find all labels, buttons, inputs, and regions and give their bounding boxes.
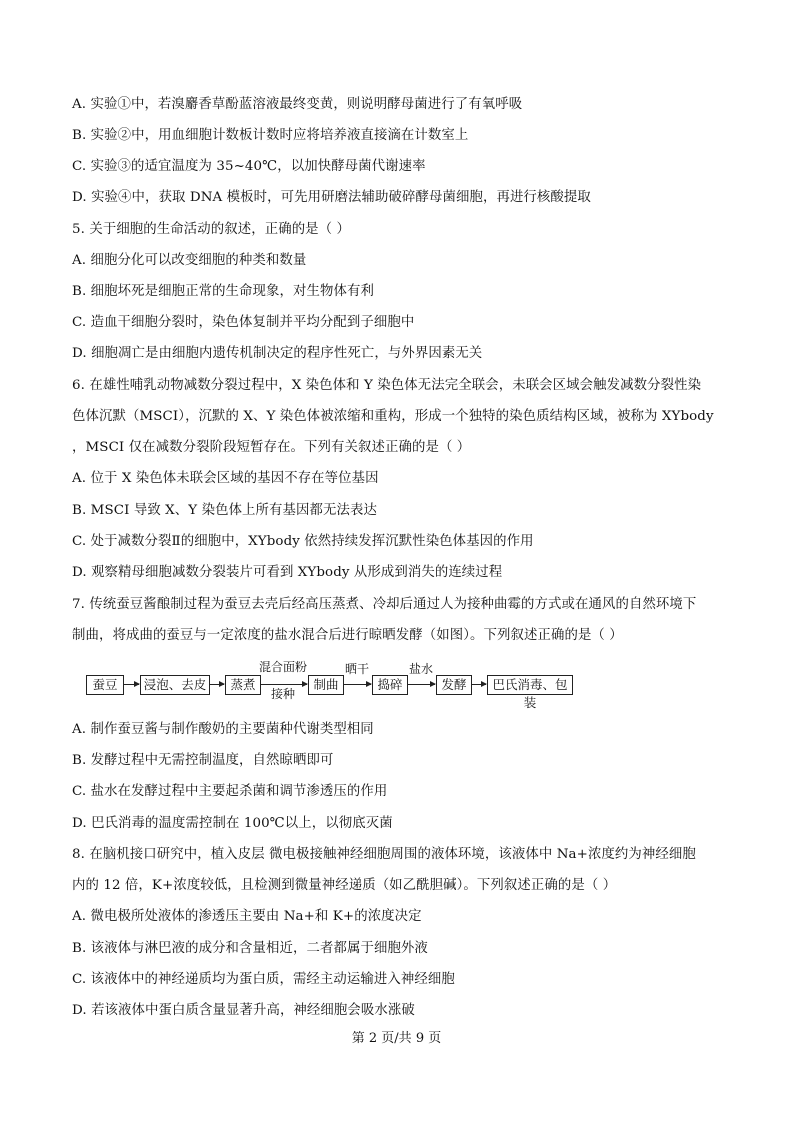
flow-label-mix-flour: 混合面粉 (258, 660, 307, 674)
process-flow-diagram (86, 660, 686, 710)
flow-step-ferment: 发酵 (436, 675, 472, 695)
option-a-q7: A. 制作蚕豆酱与制作酸奶的主要菌种代谢类型相同 (72, 722, 374, 737)
question-8-stem-line1: 8. 在脑机接口研究中，植入皮层 微电极接触神经细胞周围的液体环境，该液体中 Na+浓度约为神经细胞 (72, 847, 696, 862)
flow-step-beans: 蚕豆 (86, 675, 124, 695)
option-c-q5: C. 造血干细胞分裂时，染色体复制并平均分配到子细胞中 (72, 315, 415, 330)
question-6-stem-line2: 色体沉默（MSCI），沉默的 X、Y 染色体被浓缩和重构，形成一个独特的染色质结构区域，被称为 XYbody (72, 409, 714, 424)
option-b-q7: B. 发酵过程中无需控制温度，自然晾晒即可 (72, 753, 334, 768)
flow-step-crush: 捣碎 (372, 675, 408, 695)
option-a-q5: A. 细胞分化可以改变细胞的种类和数量 (72, 253, 307, 268)
option-d-q8: D. 若该液体中蛋白质含量显著升高，神经细胞会吸水涨破 (72, 1003, 415, 1018)
flow-arrow (471, 684, 486, 685)
option-c-q8: C. 该液体中的神经递质均为蛋白质，需经主动运输进入神经细胞 (72, 972, 455, 987)
flow-arrow (209, 684, 224, 685)
option-d-q6: D. 观察精母细胞减数分裂装片可看到 XYbody 从形成到消失的连续过程 (72, 565, 503, 580)
flow-label-inoculate: 接种 (270, 687, 295, 701)
flow-arrow-sun (343, 684, 371, 685)
option-d-q5: D. 细胞凋亡是由细胞内遗传机制决定的程序性死亡，与外界因素无关 (72, 346, 483, 361)
option-c-q4: C. 实验③的适宜温度为 35~40℃，以加快酵母菌代谢速率 (72, 159, 426, 174)
question-6-stem-line1: 6. 在雄性哺乳动物减数分裂过程中，X 染色体和 Y 染色体无法完全联会，未联会区域会触发减数分裂性染 (72, 378, 702, 393)
flow-label-sun-dry: 晒干 (344, 662, 369, 676)
question-8-stem-line2: 内的 12 倍，K+浓度较低，且检测到微量神经递质（如乙酰胆碱）。下列叙述正确的是（ ） (72, 878, 617, 893)
flow-arrow-salt (407, 684, 435, 685)
option-d-q4: D. 实验④中，获取 DNA 模板时，可先用研磨法辅助破碎酵母菌细胞，再进行核酸提取 (72, 190, 591, 205)
flow-step-pasteurize-pack: 巴氏消毒、包装 (487, 675, 573, 695)
flow-step-soak-peel: 浸泡、去皮 (140, 675, 210, 695)
option-b-q6: B. MSCI 导致 X、Y 染色体上所有基因都无法表达 (72, 503, 377, 518)
flow-step-steam: 蒸煮 (225, 675, 261, 695)
option-c-q6: C. 处于减数分裂Ⅱ的细胞中，XYbody 依然持续发挥沉默性染色体基因的作用 (72, 534, 534, 549)
question-7-stem-line1: 7. 传统蚕豆酱酿制过程为蚕豆去壳后经高压蒸煮、冷却后通过人为接种曲霉的方式或在通风的自然环境下 (72, 597, 697, 612)
question-6-stem-line3: ，MSCI 仅在减数分裂阶段短暂存在。下列有关叙述正确的是（ ） (72, 440, 471, 455)
flow-arrow (123, 684, 139, 685)
flow-label-brine: 盐水 (408, 662, 433, 676)
question-5-stem: 5. 关于细胞的生命活动的叙述，正确的是（ ） (72, 222, 351, 237)
option-a-q6: A. 位于 X 染色体未联会区域的基因不存在等位基因 (72, 471, 379, 486)
flow-step-koji: 制曲 (308, 675, 344, 695)
option-d-q7: D. 巴氏消毒的温度需控制在 100℃以上，以彻底灭菌 (72, 816, 393, 831)
page-number-footer: 第 2 页/共 9 页 (351, 1031, 442, 1046)
flow-arrow-mix (260, 684, 307, 685)
option-c-q7: C. 盐水在发酵过程中主要起杀菌和调节渗透压的作用 (72, 784, 388, 799)
question-7-stem-line2: 制曲，将成曲的蚕豆与一定浓度的盐水混合后进行晾晒发酵（如图）。下列叙述正确的是（ ） (72, 628, 623, 643)
option-a-q4: A. 实验①中，若溴麝香草酚蓝溶液最终变黄，则说明酵母菌进行了有氧呼吸 (72, 97, 523, 112)
option-b-q8: B. 该液体与淋巴液的成分和含量相近，二者都属于细胞外液 (72, 941, 428, 956)
option-b-q4: B. 实验②中，用血细胞计数板计数时应将培养液直接滴在计数室上 (72, 128, 469, 143)
option-a-q8: A. 微电极所处液体的渗透压主要由 Na+和 K+的浓度决定 (72, 909, 422, 924)
option-b-q5: B. 细胞坏死是细胞正常的生命现象，对生物体有利 (72, 284, 374, 299)
